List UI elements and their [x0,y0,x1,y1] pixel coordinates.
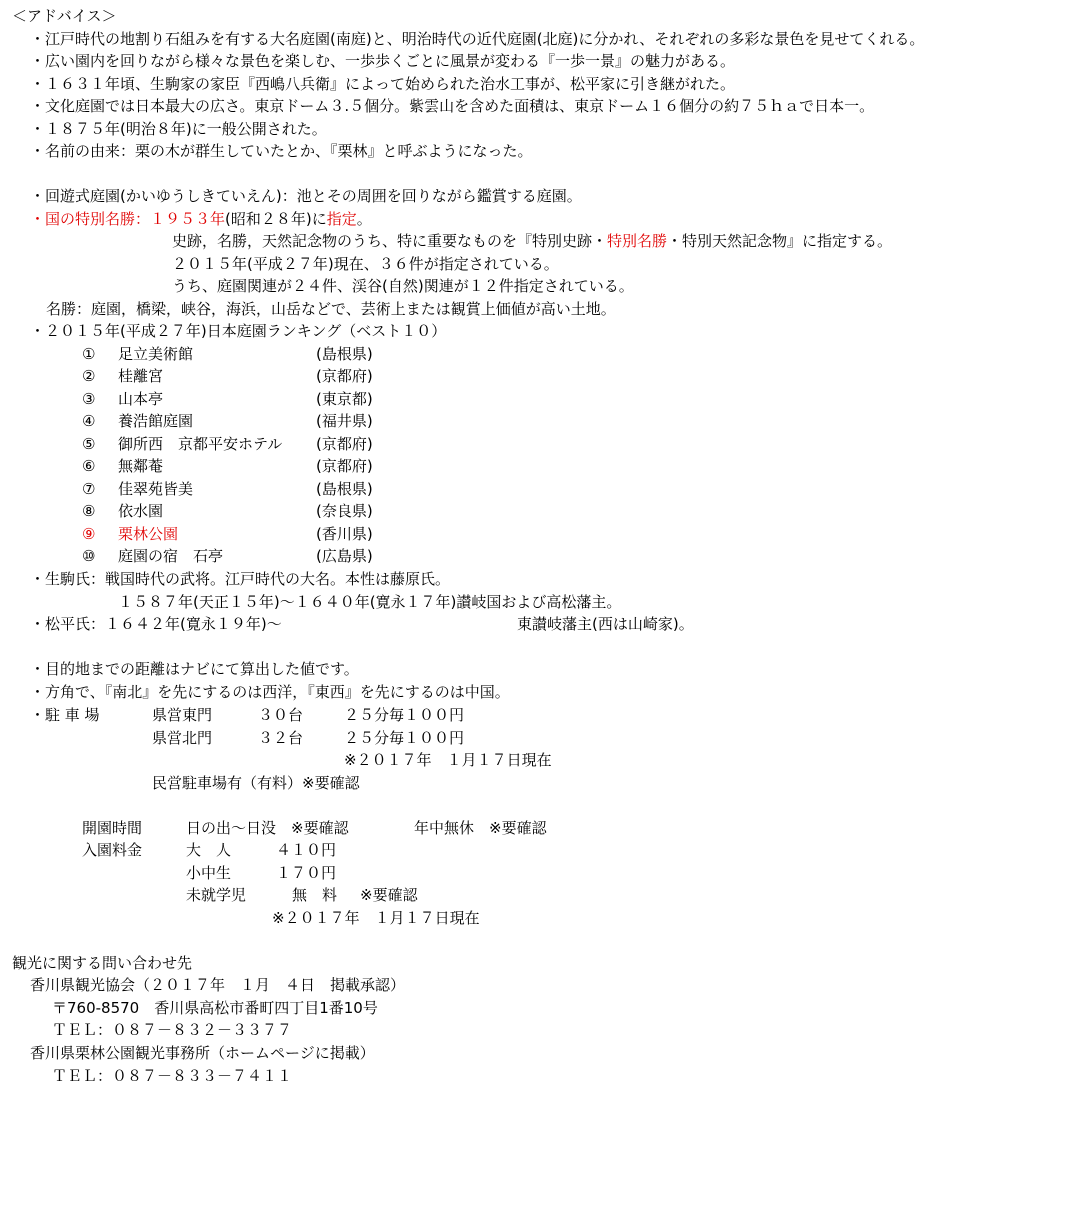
advice-bullet: ・名前の由来：栗の木が群生していたとか、『栗林』と呼ぶようになった。 [30,142,533,160]
matsudaira-domain: 東讃岐藩主(西は山崎家)。 [517,615,694,633]
ranking-name: 栗林公園 [118,525,179,543]
special-scenic-detail-pre: 史跡，名勝，天然記念物のうち、特に重要なものを『特別史跡・ [172,232,608,250]
hours-label: 開園時間 [82,819,143,837]
special-scenic-count: ２０１５年(平成２７年)現在、３６件が指定されている。 [172,255,559,273]
ranking-name: 足立美術館 [118,345,194,363]
parking-lot-count: ３０台 [258,706,304,724]
ranking-title: ・２０１５年(平成２７年)日本庭園ランキング（ベスト１０） [30,322,447,340]
ranking-number: ⑩ [82,547,96,565]
ranking-number: ⑥ [82,457,96,475]
fee-price: ４１０円 [276,841,337,859]
ikoma-period: １５８７年(天正１５年)～１６４０年(寛永１７年)讃岐国および高松藩主。 [118,593,622,611]
fees-as-of: ※２０１７年 １月１７日現在 [272,909,480,927]
closed-days: 年中無休 ※要確認 [414,819,547,837]
ranking-name: 御所西 京都平安ホテル [118,435,283,453]
special-scenic-era: (昭和２８年)に [225,210,327,228]
special-scenic-detail [172,231,892,251]
ranking-pref: (広島県) [316,547,373,565]
special-scenic-detail-red: 特別名勝 [607,232,668,250]
contact-heading: 観光に関する問い合わせ先 [12,954,193,972]
parking-lot-fee: ２５分毎１００円 [344,706,465,724]
ranking-name: 依水園 [118,502,164,520]
parking-as-of: ※２０１７年 １月１７日現在 [344,751,552,769]
contact-address: 〒760-8570 香川県高松市番町四丁目1番10号 [52,999,378,1017]
ranking-number: ③ [82,390,96,408]
ranking-pref: (東京都) [316,390,373,408]
fee-category: 大 人 [186,841,232,859]
parking-lot-name: 県営北門 [152,729,213,747]
advice-heading: ＜アドバイス＞ [12,7,117,25]
ranking-number: ⑨ [82,525,96,543]
special-scenic-end: 。 [356,210,372,228]
fee-category: 小中生 [186,864,232,882]
advice-bullet: ・１６３１年頃、生駒家の家臣『西嶋八兵衛』によって始められた治水工事が、松平家に引き継がれた。 [30,75,736,93]
matsudaira-note: ・松平氏：１６４２年(寛永１９年)～ [30,615,282,633]
fee-price: 無 料 [292,886,338,904]
advice-bullet: ・広い園内を回りながら様々な景色を楽しむ、一歩歩くごとに風景が変わる『一歩一景』の魅力がある。 [30,52,736,70]
ranking-name: 庭園の宿 石亭 [118,547,224,565]
ranking-number: ② [82,367,96,385]
ranking-name: 佳翠苑皆美 [118,480,194,498]
ranking-name: 無鄰菴 [118,457,164,475]
special-scenic-line [30,209,372,229]
meisho-definition: 名勝：庭園，橋梁，峡谷，海浜，山岳などで、芸術上または観賞上価値が高い土地。 [46,300,616,318]
distance-note: ・目的地までの距離はナビにて算出した値です。 [30,660,359,678]
ikoma-note: ・生駒氏：戦国時代の武将。江戸時代の大名。本性は藤原氏。 [30,570,451,588]
ranking-pref: (京都府) [316,367,373,385]
parking-lot-count: ３２台 [258,729,304,747]
ranking-number: ④ [82,412,96,430]
contact-phone: ＴＥＬ：０８７－８３３－７４１１ [52,1067,293,1085]
contact-phone: ＴＥＬ：０８７－８３２－３３７７ [52,1021,293,1039]
hours-value: 日の出～日没 ※要確認 [186,819,349,837]
ranking-name: 養浩館庭園 [118,412,194,430]
ranking-pref: (奈良県) [316,502,373,520]
advice-bullet: ・文化庭園では日本最大の広さ。東京ドーム３.５個分。紫雲山を含めた面積は、東京ドーム１６個分の約７５ｈａで日本一。 [30,97,875,115]
parking-lot-fee: ２５分毎１００円 [344,729,465,747]
contact-org: 香川県栗林公園観光事務所（ホームページに掲載） [30,1044,375,1062]
direction-note: ・方角で、『南北』を先にするのは西洋，『東西』を先にするのは中国。 [30,683,510,701]
special-scenic-detail-post: ・特別天然記念物』に指定する。 [667,232,893,250]
private-parking-note: 民営駐車場有（有料）※要確認 [152,774,360,792]
ranking-pref: (福井県) [316,412,373,430]
ranking-pref: (島根県) [316,345,373,363]
fee-note: ※要確認 [360,886,418,904]
ranking-name: 山本亭 [118,390,164,408]
contact-org: 香川県観光協会（２０１７年 １月 ４日 掲載承認） [30,976,406,994]
fee-price: １７０円 [276,864,337,882]
special-scenic-year: １９５３年 [150,210,226,228]
ranking-number: ⑧ [82,502,96,520]
advice-bullet: ・江戸時代の地割り石組みを有する大名庭園(南庭)と、明治時代の近代庭園(北庭)に分かれ、それぞれの多彩な景色を見せてくれる。 [30,30,925,48]
kaiyu-note: ・回遊式庭園(かいゆうしきていえん)：池とその周囲を回りながら鑑賞する庭園。 [30,187,582,205]
ranking-number: ⑦ [82,480,96,498]
parking-label: ・駐 車 場 [30,706,100,724]
ranking-number: ⑤ [82,435,96,453]
fees-label: 入園料金 [82,841,143,859]
ranking-name: 桂離宮 [118,367,164,385]
parking-lot-name: 県営東門 [152,706,213,724]
advice-bullet: ・１８７５年(明治８年)に一般公開された。 [30,120,327,138]
ranking-pref: (京都府) [316,457,373,475]
special-scenic-breakdown: うち、庭園関連が２４件、渓谷(自然)関連が１２件指定されている。 [172,277,634,295]
fee-category: 未就学児 [186,886,247,904]
ranking-number: ① [82,345,96,363]
ranking-pref: (香川県) [316,525,373,543]
special-scenic-prefix: ・国の特別名勝： [30,210,151,228]
special-scenic-designated: 指定 [326,210,357,228]
ranking-pref: (京都府) [316,435,373,453]
ranking-pref: (島根県) [316,480,373,498]
